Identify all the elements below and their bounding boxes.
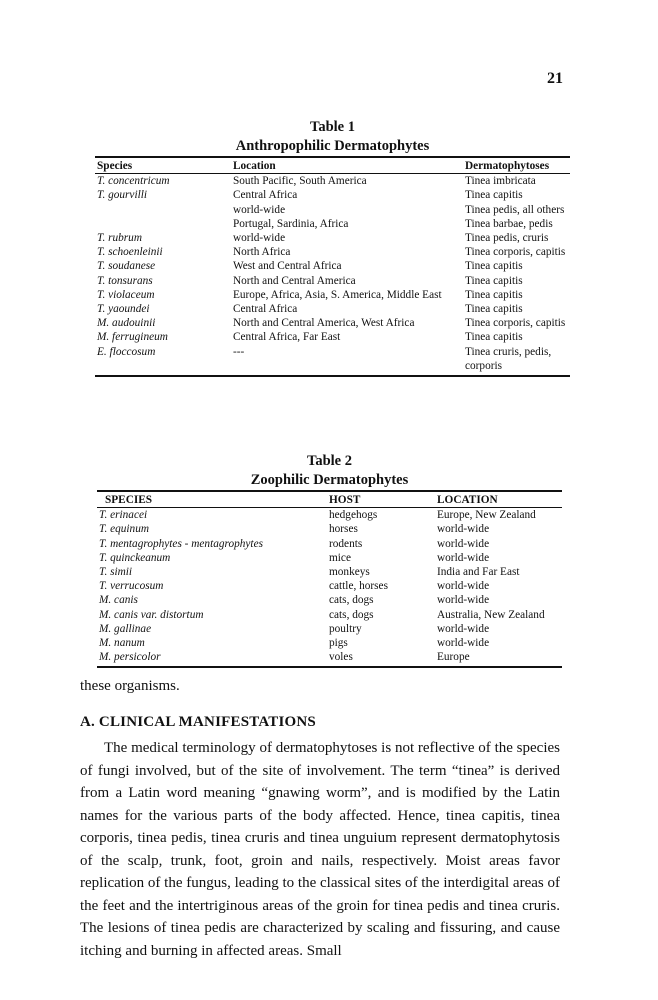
species-cell: T. rubrum <box>97 232 142 245</box>
column-header-dermatophytoses: Dermatophytoses <box>463 157 570 174</box>
dermatophytoses-cell: Tinea capitis <box>465 189 523 202</box>
species-cell: M. audouinii <box>97 317 156 330</box>
host-cell: cattle, horses <box>329 580 388 593</box>
table-2 <box>97 452 562 668</box>
host-cell: rodents <box>329 537 363 550</box>
column-header-species: Species <box>95 157 231 174</box>
host-cell: horses <box>329 523 358 536</box>
location-cell: South Pacific, South America <box>233 175 367 188</box>
species-cell: T. quinckeanum <box>99 551 171 564</box>
table-row <box>95 345 570 376</box>
table-2-header-row <box>97 491 562 508</box>
location-cell: Central Africa, Far East <box>233 331 341 344</box>
table-row <box>97 650 562 667</box>
body-paragraph: The medical terminology of dermatophytoses is not reflective of the species of fungi involved, but of the site of involvement. The term “tinea” is derived from a Latin word meaning “gnawing worm”, and is modified by the Latin names for the various parts of the body affected. Hence, tinea capitis, tinea corporis, tinea pedis, tinea cruris and tinea unguium represent dermatophytosis of the scalp, trunk, foot, groin and nails, respectively. Moist areas favor replication of the fungus, leading to the classical sites of the interdigital areas of the feet and the intertriginous areas of the groin for tinea pedis and tinea cruris. The lesions of tinea pedis are characterized by scaling and fissuring, and cause itching and burning in affected areas. Small <box>80 740 560 959</box>
table-row <box>95 330 570 344</box>
location-cell: West and Central Africa <box>233 260 342 273</box>
dermatophytoses-cell: Tinea capitis <box>465 303 523 316</box>
table-row <box>95 302 570 316</box>
dermatophytoses-cell: Tinea capitis <box>465 288 523 301</box>
host-cell: voles <box>327 650 435 667</box>
table-2-grid <box>97 490 562 668</box>
location-cell: world-wide <box>437 580 490 593</box>
location-cell: --- <box>231 345 463 376</box>
location-cell: world-wide <box>437 523 490 536</box>
table-row <box>97 565 562 579</box>
host-cell: hedgehogs <box>329 509 378 522</box>
table-row <box>95 288 570 302</box>
dermatophytoses-cell: Tinea pedis, all others <box>465 203 565 216</box>
table-row <box>97 579 562 593</box>
dermatophytoses-cell: Tinea capitis <box>465 274 523 287</box>
column-header-location: LOCATION <box>435 491 562 508</box>
table-1-label: Table 1 <box>310 119 355 135</box>
table-1-grid <box>95 156 570 377</box>
species-cell: T. verrucosum <box>99 580 164 593</box>
table-row <box>97 608 562 622</box>
column-header-species: SPECIES <box>97 491 327 508</box>
table-row <box>95 245 570 259</box>
species-cell: M. persicolor <box>97 650 327 667</box>
species-cell: T. violaceum <box>97 288 155 301</box>
table-row <box>97 636 562 650</box>
location-cell: world-wide <box>233 232 286 245</box>
host-cell: cats, dogs <box>329 594 374 607</box>
host-cell: monkeys <box>329 566 370 579</box>
location-cell: Europe, New Zealand <box>437 509 536 522</box>
host-cell: poultry <box>329 622 362 635</box>
table-row <box>97 622 562 636</box>
table-row <box>95 217 570 231</box>
location-cell: North and Central America, West Africa <box>233 317 415 330</box>
table-row <box>95 274 570 288</box>
table-row <box>95 259 570 273</box>
table-row <box>95 188 570 202</box>
host-cell: pigs <box>329 637 348 650</box>
location-cell: Australia, New Zealand <box>437 608 545 621</box>
dermatophytoses-cell: Tinea capitis <box>465 260 523 273</box>
dermatophytoses-cell: Tinea pedis, cruris <box>465 232 549 245</box>
species-cell: T. soudanese <box>97 260 156 273</box>
table-1 <box>95 118 570 377</box>
species-cell: M. gallinae <box>99 622 152 635</box>
continuation-text: these organisms. <box>80 678 180 694</box>
species-cell: M. ferrugineum <box>97 331 168 344</box>
host-cell: mice <box>329 551 351 564</box>
table-row <box>97 537 562 551</box>
dermatophytoses-cell: Tinea corporis, capitis <box>465 246 566 259</box>
dermatophytoses-cell: Tinea cruris, pedis, corporis <box>463 345 570 376</box>
location-cell: Portugal, Sardinia, Africa <box>233 217 349 230</box>
table-1-header-row <box>95 157 570 174</box>
table-2-title: Zoophilic Dermatophytes <box>250 472 409 488</box>
species-cell <box>95 217 231 231</box>
table-1-title: Anthropophilic Dermatophytes <box>235 138 430 154</box>
species-cell: M. nanum <box>99 637 145 650</box>
section-heading: A. CLINICAL MANIFESTATIONS <box>80 714 316 730</box>
location-cell: Central Africa <box>233 189 298 202</box>
table-row <box>97 551 562 565</box>
table-row <box>95 203 570 217</box>
location-cell: world-wide <box>437 537 490 550</box>
location-cell: North Africa <box>233 246 291 259</box>
location-cell: world-wide <box>437 551 490 564</box>
species-cell: T. gourvilli <box>97 189 148 202</box>
species-cell: T. schoenleinii <box>97 246 163 259</box>
species-cell: T. simii <box>99 566 133 579</box>
host-cell: cats, dogs <box>329 608 374 621</box>
dermatophytoses-cell: Tinea corporis, capitis <box>465 317 566 330</box>
species-cell: T. erinacei <box>99 509 148 522</box>
species-cell: T. mentagrophytes - mentagrophytes <box>99 537 263 550</box>
table-row <box>97 522 562 536</box>
page-number: 21 <box>547 70 563 87</box>
species-cell <box>95 203 231 217</box>
location-cell: India and Far East <box>437 566 520 579</box>
dermatophytoses-cell: Tinea capitis <box>465 331 523 344</box>
location-cell: world-wide <box>437 594 490 607</box>
location-cell: North and Central America <box>233 274 356 287</box>
species-cell: T. equinum <box>99 523 149 536</box>
location-cell: Europe, Africa, Asia, S. America, Middle East <box>233 288 442 301</box>
column-header-location: Location <box>231 157 463 174</box>
table-2-label: Table 2 <box>307 453 352 469</box>
species-cell: M. canis <box>99 594 138 607</box>
species-cell: T. tonsurans <box>97 274 153 287</box>
table-row <box>95 231 570 245</box>
location-cell: world-wide <box>437 622 490 635</box>
dermatophytoses-cell: Tinea barbae, pedis <box>465 217 553 230</box>
location-cell: Europe <box>435 650 562 667</box>
species-cell: T. concentricum <box>97 175 170 188</box>
column-header-host: HOST <box>327 491 435 508</box>
species-cell: E. floccosum <box>95 345 231 376</box>
table-row <box>95 316 570 330</box>
species-cell: T. yaoundei <box>97 303 150 316</box>
table-row <box>97 593 562 607</box>
table-row <box>95 174 570 189</box>
location-cell: world-wide <box>437 637 490 650</box>
location-cell: Central Africa <box>233 303 298 316</box>
table-row <box>97 508 562 523</box>
species-cell: M. canis var. distortum <box>99 608 204 621</box>
dermatophytoses-cell: Tinea imbricata <box>465 175 536 188</box>
location-cell: world-wide <box>233 203 286 216</box>
